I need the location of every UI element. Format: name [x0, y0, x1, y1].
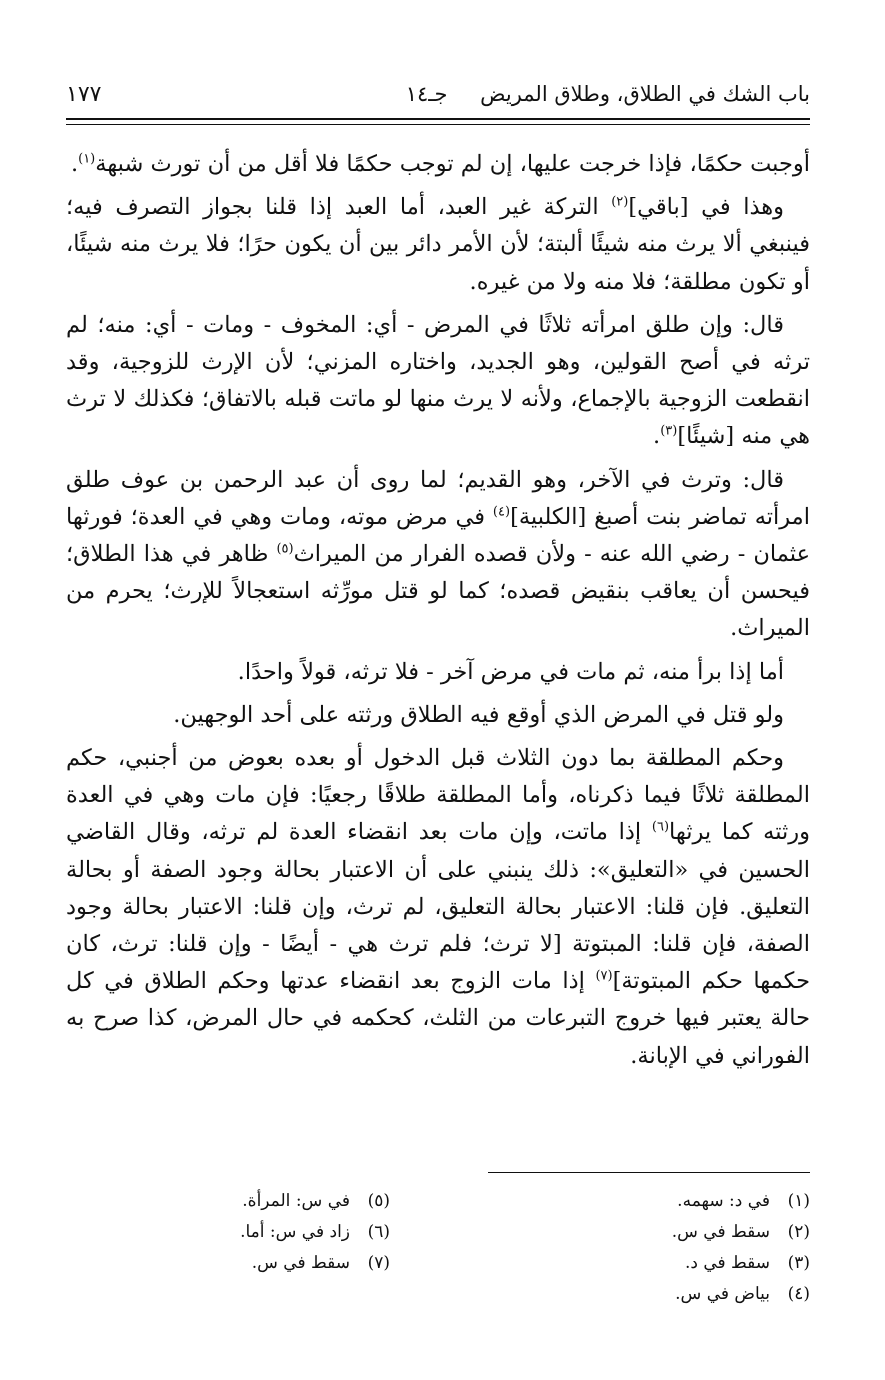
paragraph-text: إذا مات الزوج بعد انقضاء عدتها وحكم الطلاق في كل حالة يعتبر فيها خروج التبرعات من الثلث، كحكمه في حال المرض، كذا صرح به الفوراني في الإبانة. [66, 968, 810, 1069]
footnote-number: (١) [787, 1191, 810, 1211]
header-rule-thick [66, 118, 810, 120]
footnote-text: سقط في س. [251, 1253, 350, 1273]
footnote-column-2 [66, 1186, 390, 1310]
paragraph [66, 189, 810, 301]
footnotes [66, 1186, 810, 1310]
footnote-number: (٤) [787, 1284, 810, 1304]
footnote-item [390, 1186, 810, 1217]
volume-label: جـ١٤ [405, 82, 448, 106]
footnote-number: (٢) [787, 1222, 810, 1242]
book-page [66, 0, 810, 1380]
paragraph [66, 740, 810, 1075]
paragraph-text: ولو قتل في المرض الذي أوقع فيه الطلاق ورثته على أحد الوجهين. [173, 701, 784, 728]
footnote-text: في د: سهمه. [677, 1191, 770, 1211]
footnote-reference: (١) [78, 151, 96, 167]
footnote-column-1 [390, 1186, 810, 1310]
paragraph [66, 697, 810, 734]
footnote-item [390, 1248, 810, 1279]
paragraph-text: . [653, 423, 661, 450]
paragraph-text: التركة غير العبد، أما العبد إذا قلنا بجواز التصرف فيه؛ فينبغي ألا يرث منه شيئًا ألبتة؛ لأن الأمر دائر بين أن يكون حرًا؛ فلا يرث منه شيئًا، أو تكون مطلقة؛ فلا منه ولا من غيره. [66, 194, 810, 295]
footnote-reference: (٧) [595, 968, 613, 984]
paragraph-text: وهذا في [باقي] [628, 194, 784, 221]
footnote-item [390, 1217, 810, 1248]
paragraph-text: قال: وترث في الآخر، وهو القديم؛ لما روى أن عبد الرحمن بن عوف طلق امرأته تماضر بنت أصبغ [الكلبية] [66, 466, 810, 530]
footnote-reference: (٤) [492, 504, 511, 520]
footnote-reference: (٣) [660, 423, 678, 439]
paragraph [66, 654, 810, 691]
footnote-text: في س: المرأة. [242, 1191, 350, 1211]
footnote-reference: (٦) [651, 819, 670, 835]
footnote-separator [488, 1172, 810, 1173]
header-rule-thin [66, 124, 810, 125]
footnote-text: سقط في س. [671, 1222, 770, 1242]
paragraph [66, 146, 810, 183]
paragraph [66, 307, 810, 456]
page-number: ١٧٧ [66, 82, 102, 107]
footnote-item [66, 1186, 390, 1217]
paragraph-text: في مرض موته، ومات وهي في العدة؛ فورثها عثمان - رضي الله عنه - ولأن قصده الفرار من الميراث [66, 503, 810, 568]
paragraph-text: . [70, 151, 79, 177]
paragraph-text: وحكم المطلقة بما دون الثلاث قبل الدخول أو بعده بعوض من أجنبي، حكم المطلقة ثلاثًا فيما ذكرناه، وأما المطلقة طلاقًا رجعيًا: فإن مات وهي في العدة ورثته كما يرثها [66, 745, 811, 846]
footnote-reference: (٥) [276, 541, 294, 557]
footnote-text: زاد في س: أما. [240, 1222, 350, 1242]
paragraph-text: إذا ماتت، وإن مات بعد انقضاء العدة لم ترثه، وقال القاضي الحسين في «التعليق»: ذلك ينبني على أن الاعتبار بحالة وجود الصفة أو بحالة التعليق. فإن قلنا: الاعتبار بحالة التعليق، لم ترث، وإن قلنا: الاعتبار بحالة وجود الصفة، فإن قلنا: المبتوتة [لا ترث؛ فلم ترث هي - أيضًا - وإن قلنا: ترث، كان حكمها حكم المبتوتة] [66, 819, 811, 995]
paragraph-text: أوجبت حكمًا، فإذا خرجت عليها، إن لم توجب حكمًا فلا أقل من أن تورث شبهة [95, 151, 810, 177]
paragraph-text: قال: وإن طلق امرأته ثلاثًا في المرض - أي: المخوف - ومات - أي: منه؛ لم ترثه في أصح القولين، وهو الجديد، واختاره المزني؛ لأن الإرث للزوجية، وقد انقطعت الزوجية بالإجماع، ولأنه لا يرث منها لو ماتت قبله بالاتفاق؛ فكذلك لا ترث هي منه [شيئًا] [66, 311, 810, 450]
footnote-number: (٣) [787, 1253, 810, 1273]
paragraph [66, 462, 810, 648]
footnote-number: (٧) [367, 1253, 390, 1273]
paragraph-text: أما إذا برأ منه، ثم مات في مرض آخر - فلا ترثه، قولاً واحدًا. [237, 658, 784, 685]
footnote-item [390, 1279, 810, 1310]
main-text [66, 146, 810, 1081]
footnote-reference: (٢) [611, 194, 629, 210]
footnote-number: (٦) [367, 1222, 390, 1242]
footnote-text: بياض في س. [675, 1284, 770, 1304]
footnote-text: سقط في د. [684, 1253, 770, 1273]
footnote-number: (٥) [367, 1191, 390, 1211]
running-header [66, 82, 810, 116]
footnote-item [66, 1217, 390, 1248]
chapter-title: باب الشك في الطلاق، وطلاق المريض [480, 82, 810, 106]
footnote-item [66, 1248, 390, 1279]
paragraph-text: ظاهر في هذا الطلاق؛ فيحسن أن يعاقب بنقيض قصده؛ كما لو قتل مورِّثه استعجالاً للإرث؛ يحرم من الميراث. [66, 541, 810, 642]
header-title-group [406, 82, 810, 106]
